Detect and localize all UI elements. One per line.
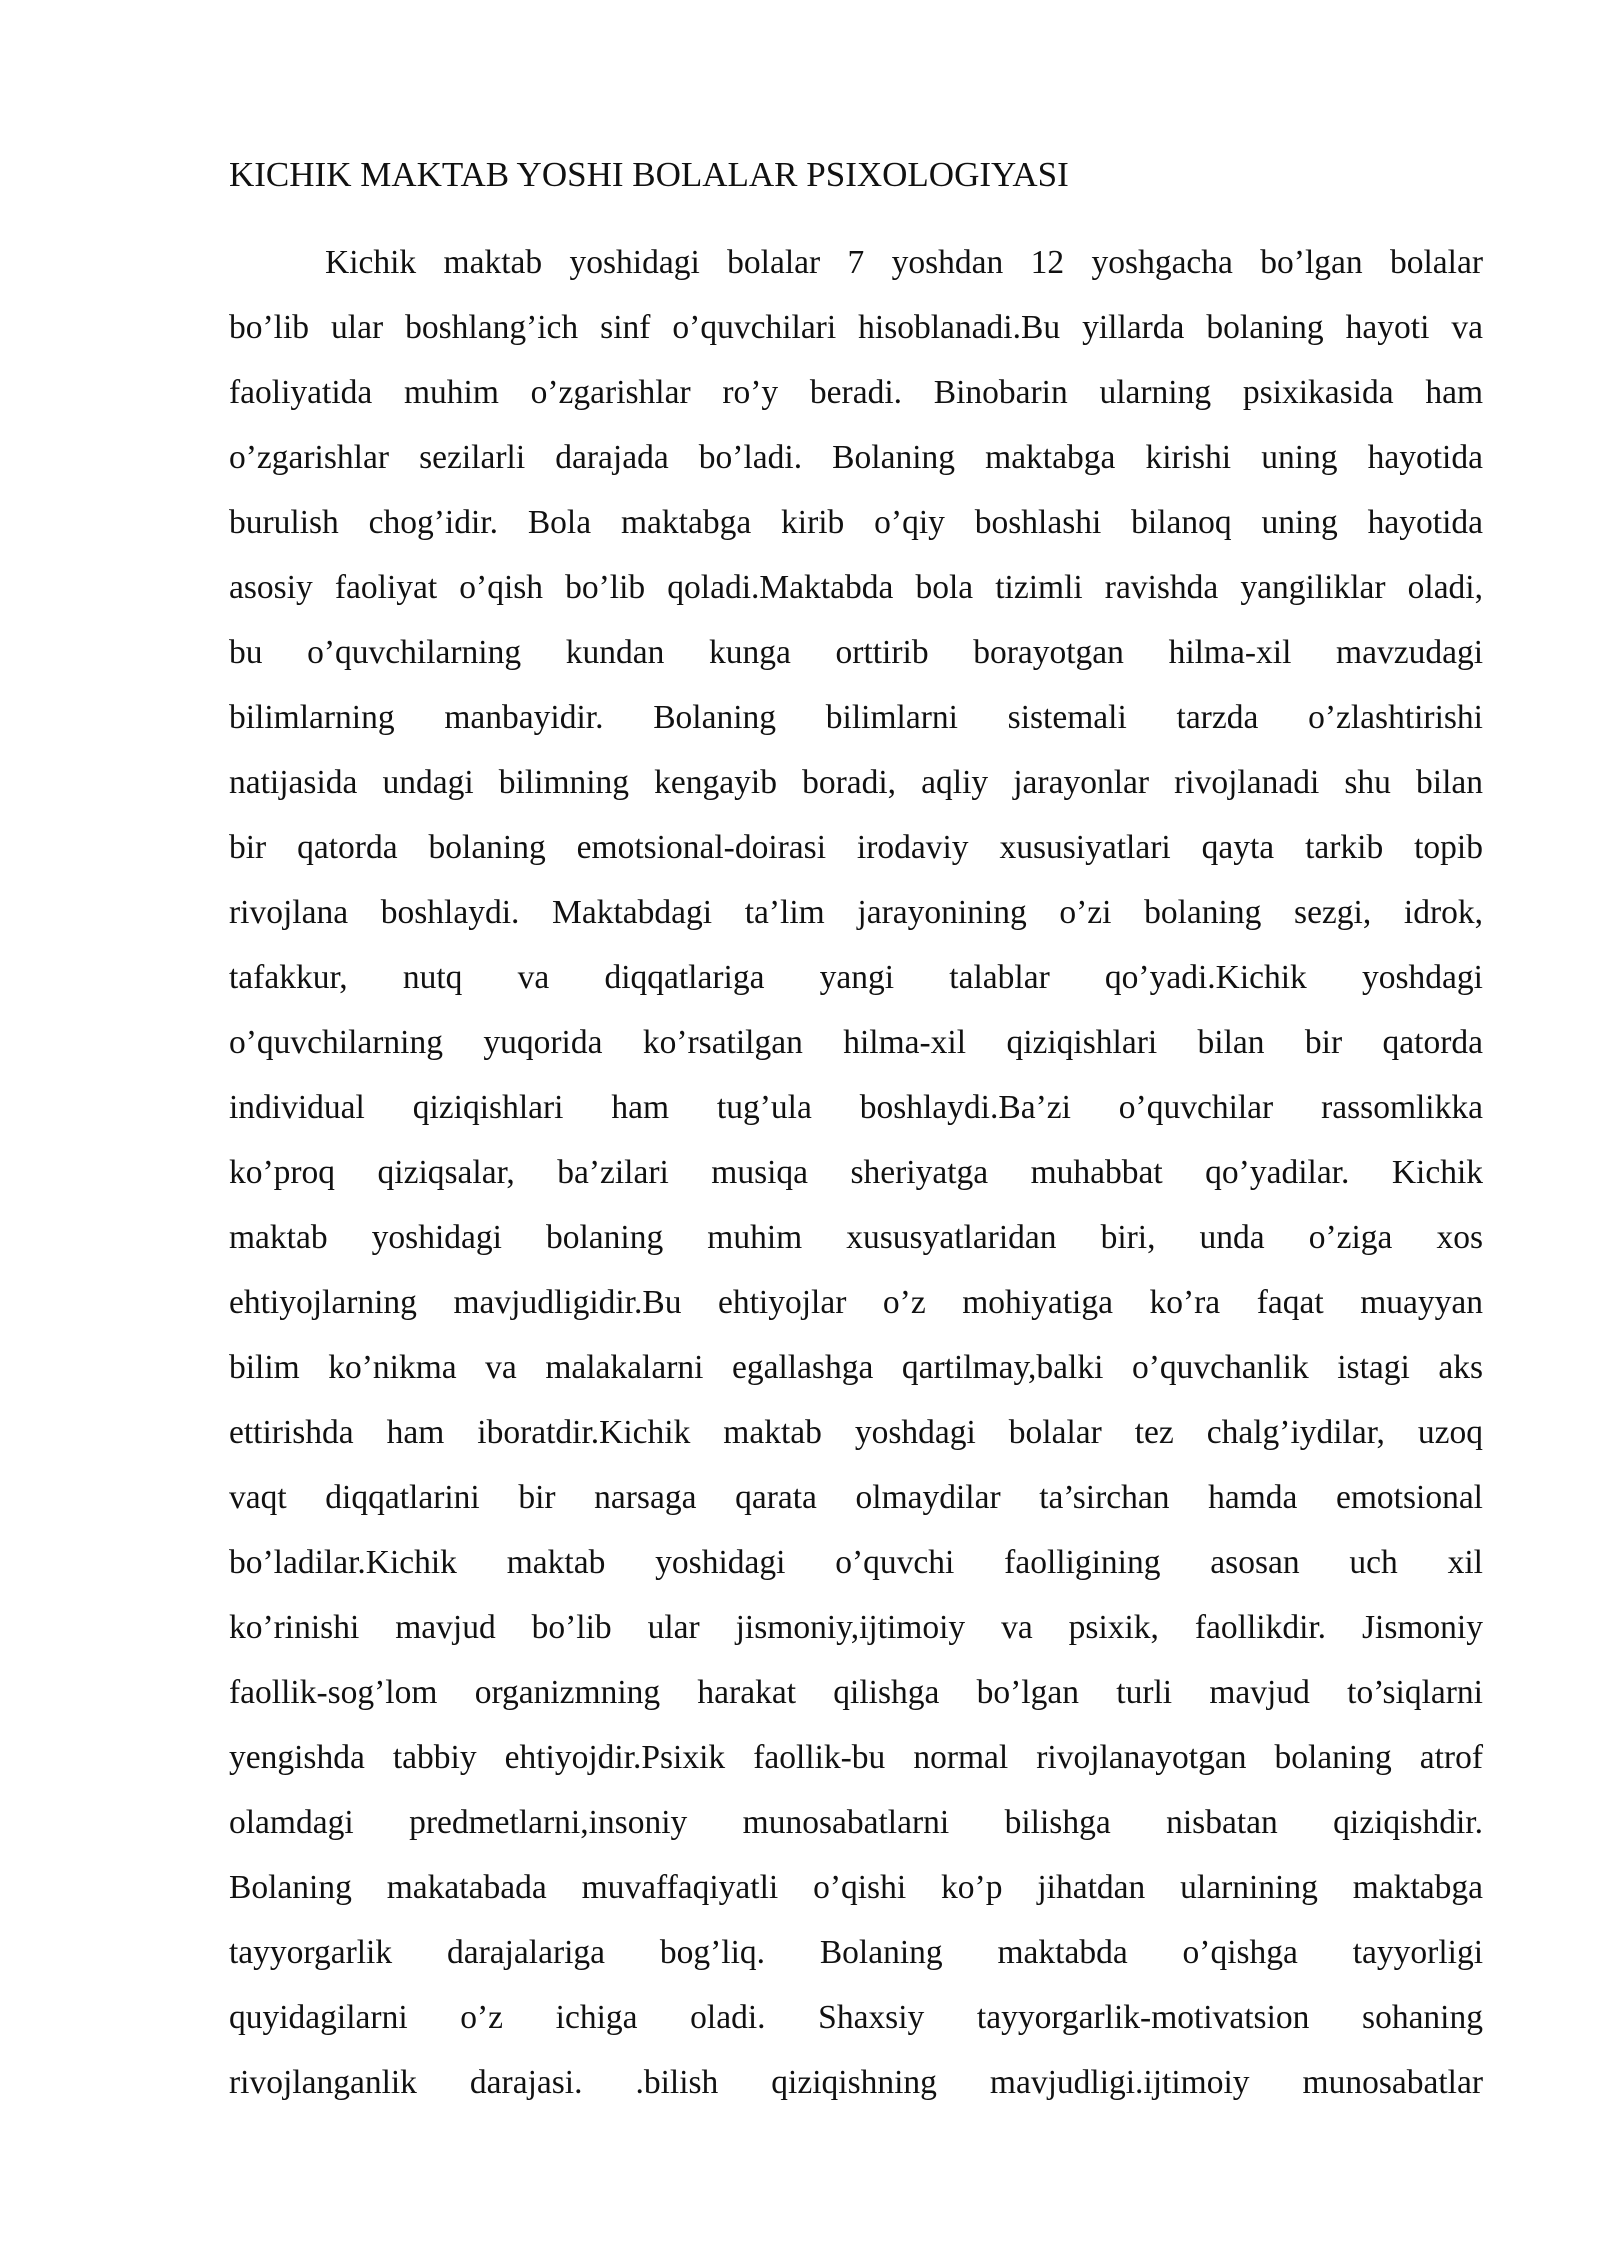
text-line: rivojlanganlik darajasi. .bilish qiziqishning mavjudligi.ijtimoiy munosabatlar: [229, 2064, 1483, 2101]
text-line: ko’rinishi mavjud bo’lib ular jismoniy,ijtimoiy va psixik, faollikdir. Jismoniy: [229, 1609, 1483, 1646]
text-line: asosiy faoliyat o’qish bo’lib qoladi.Maktabda bola tizimli ravishda yangiliklar oladi,: [229, 569, 1483, 606]
text-line: bilimlarning manbayidir. Bolaning bilimlarni sistemali tarzda o’zlashtirishi: [229, 699, 1483, 736]
text-line: ko’proq qiziqsalar, ba’zilari musiqa sheriyatga muhabbat qo’yadilar. Kichik: [229, 1154, 1483, 1191]
text-line: olamdagi predmetlarni,insoniy munosabatlarni bilishga nisbatan qiziqishdir.: [229, 1804, 1483, 1841]
body-paragraph: [229, 241, 1483, 2126]
document-title: KICHIK MAKTAB YOSHI BOLALAR PSIXOLOGIYASI: [229, 155, 1069, 194]
text-line: maktab yoshidagi bolaning muhim xususyatlaridan biri, unda o’ziga xos: [229, 1219, 1483, 1256]
text-line: quyidagilarni o’z ichiga oladi. Shaxsiy tayyorgarlik-motivatsion sohaning: [229, 1999, 1483, 2036]
text-line: tafakkur, nutq va diqqatlariga yangi talablar qo’yadi.Kichik yoshdagi: [229, 959, 1483, 996]
text-line: ehtiyojlarning mavjudligidir.Bu ehtiyojlar o’z mohiyatiga ko’ra faqat muayyan: [229, 1284, 1483, 1321]
text-line: Bolaning makatabada muvaffaqiyatli o’qishi ko’p jihatdan ularnining maktabga: [229, 1869, 1483, 1906]
text-line: bu o’quvchilarning kundan kunga orttirib borayotgan hilma-xil mavzudagi: [229, 634, 1483, 671]
text-line: bo’ladilar.Kichik maktab yoshidagi o’quvchi faolligining asosan uch xil: [229, 1544, 1483, 1581]
text-line: natijasida undagi bilimning kengayib boradi, aqliy jarayonlar rivojlanadi shu bilan: [229, 764, 1483, 801]
text-line: individual qiziqishlari ham tug’ula boshlaydi.Ba’zi o’quvchilar rassomlikka: [229, 1089, 1483, 1126]
text-line: burulish chog’idir. Bola maktabga kirib o’qiy boshlashi bilanoq uning hayotida: [229, 504, 1483, 541]
text-line: faollik-sog’lom organizmning harakat qilishga bo’lgan turli mavjud to’siqlarni: [229, 1674, 1483, 1711]
text-line: rivojlana boshlaydi. Maktabdagi ta’lim jarayonining o’zi bolaning sezgi, idrok,: [229, 894, 1483, 931]
text-line: bo’lib ular boshlang’ich sinf o’quvchilari hisoblanadi.Bu yillarda bolaning hayoti va: [229, 309, 1483, 346]
text-line: o’zgarishlar sezilarli darajada bo’ladi. Bolaning maktabga kirishi uning hayotida: [229, 439, 1483, 476]
text-line: ettirishda ham iboratdir.Kichik maktab yoshdagi bolalar tez chalg’iydilar, uzoq: [229, 1414, 1483, 1451]
text-line: faoliyatida muhim o’zgarishlar ro’y beradi. Binobarin ularning psixikasida ham: [229, 374, 1483, 411]
text-line: o’quvchilarning yuqorida ko’rsatilgan hilma-xil qiziqishlari bilan bir qatorda: [229, 1024, 1483, 1061]
text-line: vaqt diqqatlarini bir narsaga qarata olmaydilar ta’sirchan hamda emotsional: [229, 1479, 1483, 1516]
text-line: bilim ko’nikma va malakalarni egallashga qartilmay,balki o’quvchanlik istagi aks: [229, 1349, 1483, 1386]
text-line: Kichik maktab yoshidagi bolalar 7 yoshdan 12 yoshgacha bo’lgan bolalar: [325, 244, 1483, 281]
text-line: tayyorgarlik darajalariga bog’liq. Bolaning maktabda o’qishga tayyorligi: [229, 1934, 1483, 1971]
text-line: bir qatorda bolaning emotsional-doirasi irodaviy xususiyatlari qayta tarkib topib: [229, 829, 1483, 866]
text-line: yengishda tabbiy ehtiyojdir.Psixik faollik-bu normal rivojlanayotgan bolaning atrof: [229, 1739, 1483, 1776]
